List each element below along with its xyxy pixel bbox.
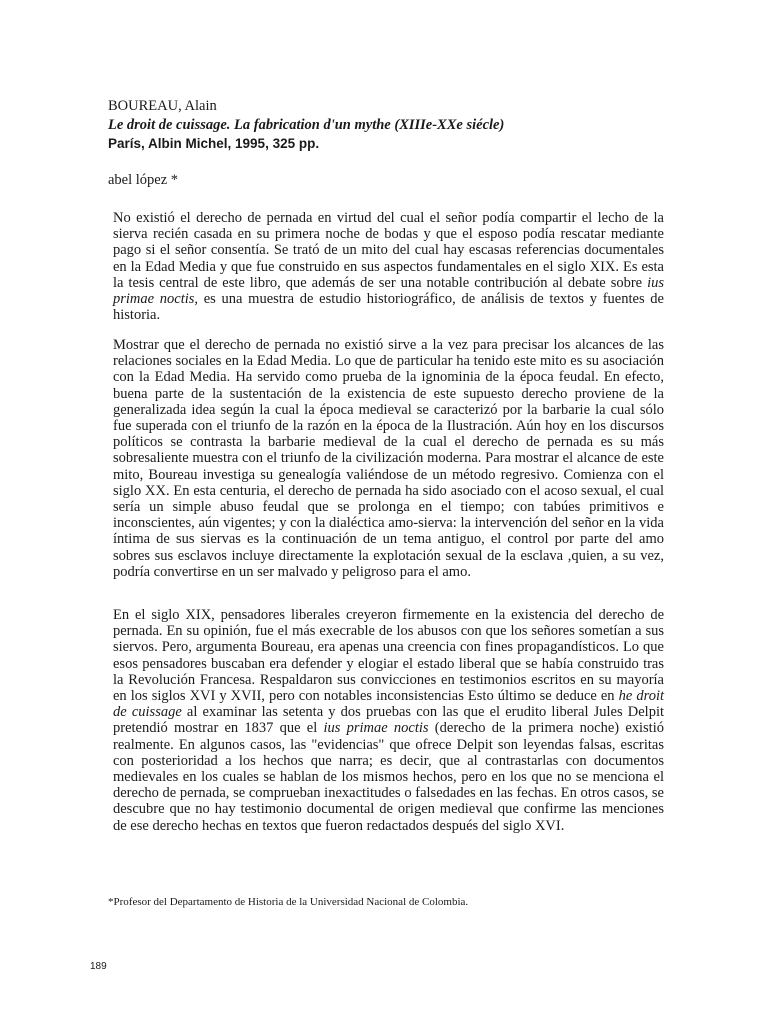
text-run: En el siglo XIX, pensadores liberales creyeron firmemente en la existencia del derecho de pernada. En su opinión, fue el más execrable de los abusos con que los señores sometían a sus siervos. Pero, argumenta Boureau, era apenas una creencia con fines propagandísticos. Lo que esos pensadores buscaban era defender y elogiar el estado liberal que se había construido tras la Revolución Francesa. Respaldaron sus convicciones en testimonios escritos en su mayoría en los siglos XVI y XVII, pero con notables inconsistencias Esto último se deduce en: [113, 607, 664, 705]
body-paragraph-1: [113, 210, 664, 323]
text-run: (derecho de la primera noche) existió realmente. En algunos casos, las "evidencias" que ofrece Delpit son leyendas falsas, escritas con posterioridad a los hechos que narra; es decir, que al contrastarlas con documentos medievales en los cuales se hablan de los mismos hechos, pero en los que no se menciona el derecho de pernada, se comprueban inexactitudes o falsedades en las fechas. En otros casos, se descubre que no hay testimonio documental de origen medieval que confirme las menciones de ese derecho hechas en textos que fueron redactados después del siglo XVI.: [113, 720, 664, 834]
footnote: *Profesor del Departamento de Historia de la Universidad Nacional de Colombia.: [108, 896, 469, 908]
text-run: No existió el derecho de pernada en virtud del cual el señor podía compartir el lecho de la sierva recién casada en su primera noche de bodas y que el esposo podía rescatar mediante pago si el señor consentía. Se trató de un mito del cual hay escasas referencias documentales en la Edad Media y que fue construido en sus aspectos fundamentales en el siglo XIX. Es esta la tesis central de este libro, que además de ser una notable contribución al debate sobre: [113, 210, 664, 291]
book-title: Le droit de cuissage. La fabrication d'un mythe (XIIIe-XXe siécle): [108, 117, 505, 133]
text-run: es una muestra de estudio historiográfico, de análisis de textos y fuentes de historia.: [113, 291, 664, 324]
body-paragraph-3: [113, 607, 664, 834]
italic-phrase: ius primae noctis,: [113, 274, 664, 308]
italic-phrase: ius primae noctis: [323, 720, 429, 737]
body-paragraph-2: [113, 337, 664, 580]
book-author: BOUREAU, Alain: [108, 98, 217, 114]
reviewer-name: abel lópez *: [108, 172, 179, 188]
italic-phrase: he droit de cuissage: [113, 688, 664, 721]
text-run: Mostrar que el derecho de pernada no existió sirve a la vez para precisar los alcances de las relaciones sociales en la Edad Media. Lo que de particular ha tenido este mito es su asociación con la Edad Media. Ha servido como prueba de la ignominia de la época feudal. En efecto, buena parte de la sustentación de la existencia de este supuesto derecho proviene de la generalizada idea según la cual la época medieval se caracterizó por la barbarie la cual sólo fue superada con el triunfo de la razón en la época de la Ilustración. Aún hoy en los discursos políticos se contrasta la barbarie medieval de la cual el derecho de pernada es su más sobresaliente muestra con el triunfo de la civilización moderna. Para mostrar el alcance de este mito, Boureau investiga su genealogía valiéndose de un método regresivo. Comienza con el siglo XX. En esta centuria, el derecho de pernada ha sido asociado con el acoso sexual, el cual sería un simple abuso feudal que se prolonga en el tiempo; con tabúes primitivos e inconscientes, aún vigentes; y con la dialéctica amo-sierva: la intervención del señor en la vida íntima de sus siervas es la continuación de un tema antiguo, el control por parte del amo sobres sus esclavos incluye directamente la explotación sexual de la esclava ,quien, a su vez, podría convertirse en un ser malvado y peligroso para el amo.: [113, 337, 664, 580]
book-publication-info: París, Albin Michel, 1995, 325 pp.: [108, 136, 320, 151]
text-run: al examinar las setenta y dos pruebas con las que el erudito liberal Jules Delpit pretendió mostrar en 1837 que el: [113, 704, 665, 737]
page-number: 189: [90, 961, 107, 972]
